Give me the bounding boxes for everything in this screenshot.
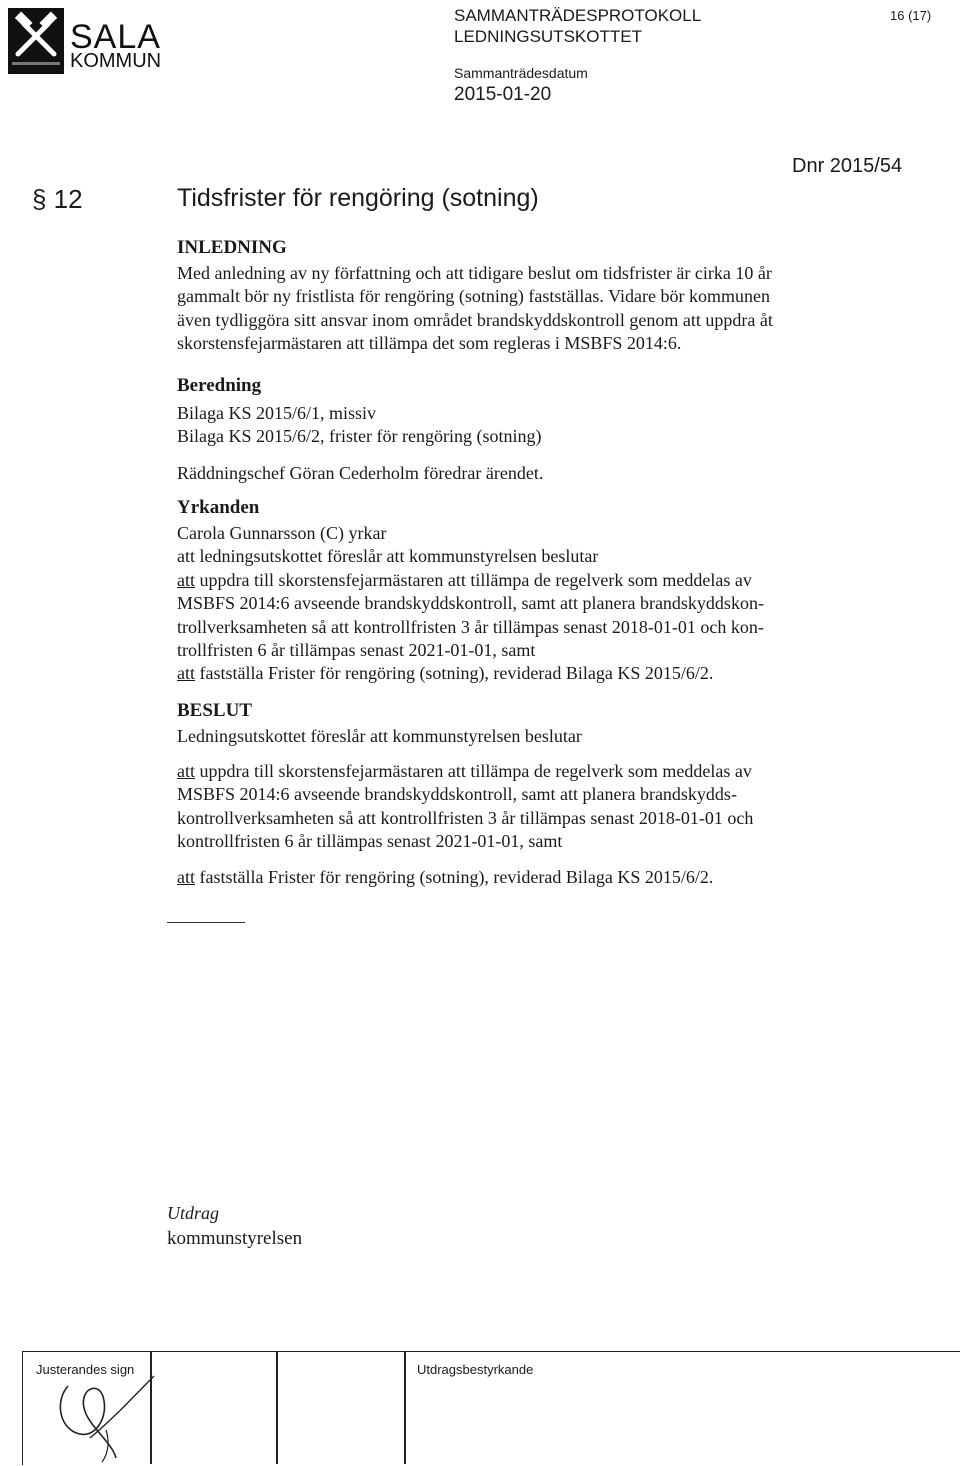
extract-label: Utdrag bbox=[167, 1203, 220, 1223]
meeting-date: 2015-01-20 bbox=[454, 84, 552, 105]
att-keyword: att bbox=[177, 761, 195, 781]
divider bbox=[167, 922, 245, 923]
decision-line: kontrollfristen 6 år tillämpas senast 2021-01-01, samt bbox=[177, 831, 563, 852]
motion-line: trollverksamheten så att kontrollfristen 3 år tillämpas senast 2018-01-01 och kon- bbox=[177, 616, 764, 637]
motion-line: Carola Gunnarsson (C) yrkar bbox=[177, 523, 387, 543]
decision-intro: Ledningsutskottet föreslår att kommunstyrelsen beslutar bbox=[177, 726, 582, 746]
attachment-line: Bilaga KS 2015/6/1, missiv bbox=[177, 403, 377, 423]
handwritten-signature bbox=[50, 1372, 160, 1464]
decision-line: MSBFS 2014:6 avseende brandskyddskontroll, samt att planera brandskydds- bbox=[177, 784, 737, 805]
document-type: SAMMANTRÄDESPROTOKOLL bbox=[454, 6, 702, 25]
extract-certification-label: Utdragsbestyrkande bbox=[417, 1362, 534, 1377]
meeting-date-label: Sammanträdesdatum bbox=[454, 65, 588, 81]
att-keyword: att bbox=[177, 569, 195, 590]
intro-line: även tydliggöra sitt ansvar inom området brandskyddskontroll genom att uppdra åt bbox=[177, 309, 773, 330]
footer-divider bbox=[276, 1351, 278, 1464]
motion-clause-1: att uppdra till skorstensfejarmästaren att tillämpa de regelverk som meddelas av bbox=[177, 569, 752, 590]
case-number: Dnr 2015/54 bbox=[792, 155, 903, 177]
org-name: SALA bbox=[70, 18, 161, 56]
decision-line: kontrollverksamheten så att kontrollfristen 3 år tillämpas senast 2018-01-01 och bbox=[177, 807, 754, 828]
committee-name: LEDNINGSUTSKOTTET bbox=[454, 27, 642, 46]
attachment-line: Bilaga KS 2015/6/2, frister för rengöring (sotning) bbox=[177, 426, 542, 447]
att-keyword: att bbox=[177, 663, 195, 684]
intro-line: gammalt bör ny fristlista för rengöring (sotning) fastställas. Vidare bör kommunen bbox=[177, 286, 770, 307]
crossed-hammers-icon bbox=[8, 8, 64, 74]
decision-heading: BESLUT bbox=[177, 700, 252, 721]
intro-line: Med anledning av ny författning och att tidigare beslut om tidsfrister är cirka 10 år bbox=[177, 263, 772, 283]
decision-clause-1: att uppdra till skorstensfejarmästaren att tillämpa de regelverk som meddelas av bbox=[177, 761, 752, 781]
decision-clause-2: att fastställa Frister för rengöring (sotning), reviderad Bilaga KS 2015/6/2. bbox=[177, 867, 714, 887]
section-number: § 12 bbox=[32, 184, 83, 214]
section-title: Tidsfrister för rengöring (sotning) bbox=[177, 184, 539, 212]
preparation-heading: Beredning bbox=[177, 375, 262, 396]
footer-divider bbox=[404, 1351, 406, 1464]
att-keyword: att bbox=[177, 867, 195, 887]
org-subtitle: KOMMUN bbox=[70, 50, 162, 72]
motions-body bbox=[177, 522, 764, 686]
extract-recipient: kommunstyrelsen bbox=[167, 1228, 303, 1249]
intro-line: skorstensfejarmästaren att tillämpa det som regleras i MSBFS 2014:6. bbox=[177, 333, 682, 354]
motion-line: att ledningsutskottet föreslår att kommunstyrelsen beslutar bbox=[177, 546, 599, 567]
motion-line: trollfristen 6 år tillämpas senast 2021-01-01, samt bbox=[177, 640, 536, 661]
preparation-body bbox=[177, 402, 541, 449]
municipality-logo-badge bbox=[8, 8, 64, 74]
intro-heading: INLEDNING bbox=[177, 237, 287, 258]
decision-body bbox=[177, 760, 753, 854]
intro-body bbox=[177, 262, 773, 356]
presenter-line: Räddningschef Göran Cederholm föredrar ärendet. bbox=[177, 463, 544, 483]
motion-clause-2: att fastställa Frister för rengöring (sotning), reviderad Bilaga KS 2015/6/2. bbox=[177, 663, 714, 684]
page-number: 16 (17) bbox=[890, 8, 932, 23]
motion-line: MSBFS 2014:6 avseende brandskyddskontroll, samt att planera brandskyddskon- bbox=[177, 593, 764, 614]
signing-label: Justerandes sign bbox=[36, 1362, 135, 1377]
motions-heading: Yrkanden bbox=[177, 497, 260, 518]
